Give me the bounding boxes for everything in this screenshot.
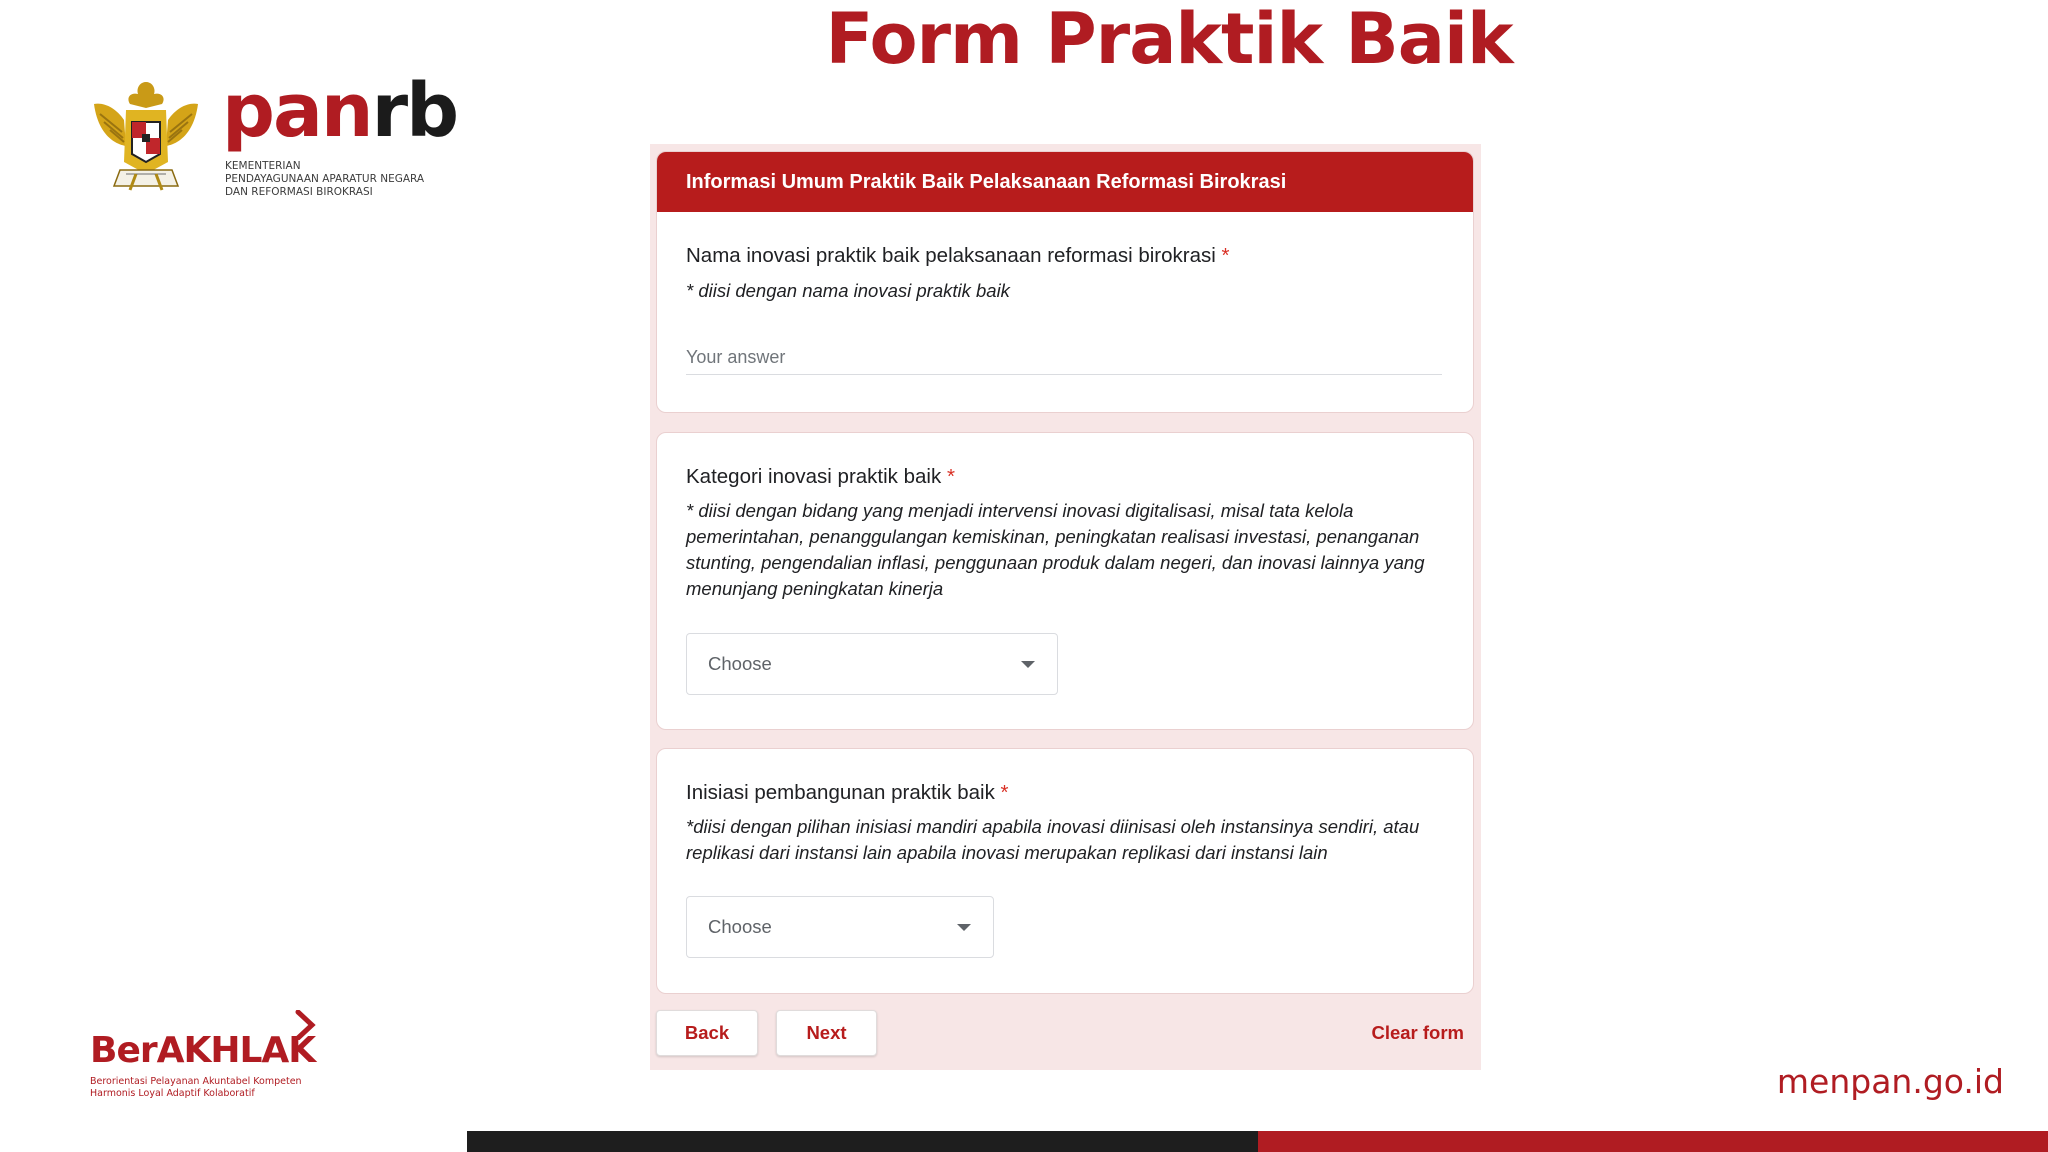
site-url: menpan.go.id	[1776, 1062, 2004, 1101]
question-title: Nama inovasi praktik baik pelaksanaan reformasi birokrasi *	[686, 244, 1230, 267]
select-value: Choose	[708, 916, 772, 937]
question-title: Kategori inovasi praktik baik *	[686, 465, 955, 488]
berakhlak-tagline: Berorientasi Pelayanan Akuntabel Kompeten Harmonis Loyal Adaptif Kolaboratif	[90, 1076, 302, 1099]
section-title: Informasi Umum Praktik Baik Pelaksanaan Reformasi Birokrasi	[657, 152, 1473, 212]
answer-input[interactable]	[686, 340, 1442, 375]
required-mark: *	[1221, 244, 1230, 267]
question-card-initiation	[656, 748, 1474, 994]
footer-bar-red	[1258, 1131, 2048, 1152]
select-value: Choose	[708, 653, 772, 674]
question-description: * diisi dengan bidang yang menjadi intervensi inovasi digitalisasi, misal tata kelola pemerintahan, penanggulangan kemiskinan, peningkatan realisasi investasi, penanganan stunting, pengendalian inflasi, penggunaan produk dalam negeri, dan inovasi lainnya yang menunjang peningkatan kinerja	[686, 500, 1425, 599]
caret-down-icon	[1021, 661, 1035, 668]
section-header-card	[656, 151, 1474, 413]
footer-bar-dark	[467, 1131, 1258, 1152]
back-button[interactable]: Back	[656, 1010, 758, 1056]
panrb-wordmark: panrb	[222, 68, 458, 154]
category-select[interactable]	[686, 633, 1058, 695]
question-title: Inisiasi pembangunan praktik baik *	[686, 781, 1009, 804]
next-button[interactable]: Next	[776, 1010, 877, 1056]
question-description: *diisi dengan pilihan inisiasi mandiri apabila inovasi diinisasi oleh instansinya sendiri, atau replikasi dari instansi lain apabila inovasi merupakan replikasi dari instansi lain	[686, 816, 1420, 863]
panrb-logo	[86, 68, 458, 204]
garuda-emblem-icon	[86, 74, 206, 198]
caret-down-icon	[957, 924, 971, 931]
clear-form-link[interactable]: Clear form	[1371, 1022, 1464, 1043]
required-mark: *	[1000, 781, 1009, 804]
berakhlak-wordmark: BerAKHLAK	[90, 1030, 316, 1071]
required-mark: *	[946, 465, 955, 488]
slide-title: Form Praktik Baik	[825, 0, 1513, 80]
berakhlak-logo	[88, 1006, 328, 1106]
question-card-category	[656, 432, 1474, 730]
initiation-select[interactable]	[686, 896, 994, 958]
question-description: * diisi dengan nama inovasi praktik baik	[686, 280, 1010, 301]
ministry-name: KEMENTERIAN PENDAYAGUNAAN APARATUR NEGARA DAN REFORMASI BIROKRASI	[225, 160, 425, 198]
